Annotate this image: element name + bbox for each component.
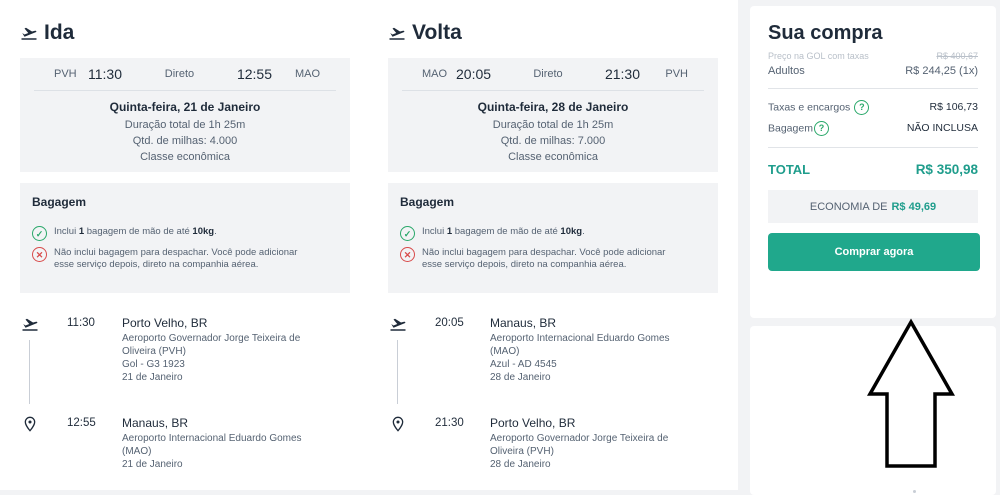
airplane-takeoff-icon <box>20 314 40 334</box>
volta-column <box>388 0 718 470</box>
ida-departure-airport-1: Aeroporto Governador Jorge Teixeira de <box>122 333 301 344</box>
ida-flight-number: Gol - G3 1923 <box>122 359 185 370</box>
volta-departure-airport-2: (MAO) <box>490 346 520 357</box>
volta-arrival-city: Porto Velho, BR <box>490 416 576 430</box>
volta-departure-city: Manaus, BR <box>490 316 557 330</box>
ida-departure-city: Porto Velho, BR <box>122 316 208 330</box>
volta-flight-card <box>388 58 718 172</box>
ida-arr-time: 12:55 <box>236 66 272 82</box>
ida-arrival-airport-2: (MAO) <box>122 446 152 457</box>
volta-arrival <box>388 414 718 471</box>
help-circle-icon[interactable]: ? <box>814 121 829 136</box>
ida-dest-code: MAO <box>294 68 320 80</box>
ida-direct-label: Direto <box>164 68 195 80</box>
volta-times-row <box>402 58 704 91</box>
ida-date-block <box>20 91 350 165</box>
ida-header <box>20 0 350 58</box>
scroll-indicator <box>913 490 916 493</box>
ida-arrival-airport-1: Aeroporto Internacional Eduardo Gomes <box>122 433 302 444</box>
volta-date: Quinta-feira, 28 de Janeiro <box>477 100 629 114</box>
ida-duration: Duração total de 1h 25m <box>124 119 246 131</box>
ida-arrival <box>20 414 350 471</box>
ida-departure-airport-2: Oliveira (PVH) <box>122 346 186 357</box>
baggage-label: Bagagem <box>768 121 813 134</box>
volta-baggage-title: Bagagem <box>400 195 455 209</box>
ida-dep-time: 11:30 <box>88 66 122 82</box>
volta-baggage-card <box>388 183 718 293</box>
ida-hand-baggage <box>32 226 338 241</box>
adults-label: Adultos <box>768 65 805 77</box>
taxes-value: R$ 106,73 <box>929 101 978 113</box>
volta-arrival-airport-1: Aeroporto Governador Jorge Teixeira de <box>490 433 669 444</box>
volta-arr-time: 21:30 <box>604 66 640 82</box>
savings-banner <box>768 190 978 223</box>
volta-origin-code: MAO <box>422 68 448 80</box>
ida-baggage-title: Bagagem <box>32 195 87 209</box>
volta-flight-number: Azul - AD 4545 <box>490 359 557 370</box>
summary-divider <box>768 147 978 148</box>
volta-hand-baggage-text: Inclui 1 bagagem de mão de até 10kg. <box>422 226 585 237</box>
ida-baggage-card <box>20 183 350 293</box>
volta-cabin: Classe econômica <box>508 151 598 163</box>
check-circle-icon: ✓ <box>32 226 47 241</box>
adults-row <box>768 62 978 80</box>
volta-arrival-time: 21:30 <box>435 417 464 429</box>
up-arrow-annotation <box>866 318 956 470</box>
total-value: R$ 350,98 <box>915 161 978 177</box>
airplane-takeoff-icon <box>20 24 38 42</box>
ida-arrival-time: 12:55 <box>67 417 96 429</box>
ida-cabin: Classe econômica <box>140 151 230 163</box>
taxes-label: Taxas e encargos <box>768 100 851 113</box>
volta-direct-label: Direto <box>533 68 563 80</box>
gol-price-label: Preço na GOL com taxas <box>768 51 869 61</box>
ida-departure-time: 11:30 <box>67 317 95 329</box>
x-circle-icon: ✕ <box>32 247 47 262</box>
volta-checked-baggage-text: Não inclui bagagem para despachar. Você pode adicionar esse serviço depois, direto na companhia aérea. <box>422 247 666 270</box>
x-circle-icon: ✕ <box>400 247 415 262</box>
help-circle-icon[interactable]: ? <box>854 100 869 115</box>
ida-arrival-city: Manaus, BR <box>122 416 189 430</box>
volta-dest-code: PVH <box>665 68 688 80</box>
ida-flight-card <box>20 58 350 172</box>
volta-departure <box>388 314 718 384</box>
ida-departure-date: 21 de Janeiro <box>122 372 183 383</box>
volta-title: Volta <box>412 21 462 44</box>
buy-now-button[interactable]: Comprar agora <box>768 233 980 271</box>
gol-price-row <box>768 50 978 62</box>
total-row <box>768 156 978 182</box>
summary-title: Sua compra <box>768 22 883 44</box>
location-pin-icon <box>388 414 408 434</box>
volta-departure-airport-1: Aeroporto Internacional Eduardo Gomes <box>490 333 670 344</box>
purchase-summary-panel <box>750 6 996 318</box>
volta-header <box>388 0 718 58</box>
ida-date: Quinta-feira, 21 de Janeiro <box>109 100 261 114</box>
ida-arrival-date: 21 de Janeiro <box>122 459 183 470</box>
ida-checked-baggage-text: Não inclui bagagem para despachar. Você pode adicionar esse serviço depois, direto na companhia aérea. <box>54 247 298 270</box>
adults-value: R$ 244,25 (1x) <box>905 65 978 77</box>
airplane-takeoff-icon <box>388 24 406 42</box>
baggage-value: NÃO INCLUSA <box>906 122 978 134</box>
location-pin-icon <box>20 414 40 434</box>
ida-miles: Qtd. de milhas: 4.000 <box>132 135 238 147</box>
savings-label: ECONOMIA DE <box>809 200 888 213</box>
ida-origin-code: PVH <box>54 68 77 80</box>
gol-price-value: R$ 400,67 <box>936 51 978 61</box>
volta-arrival-airport-2: Oliveira (PVH) <box>490 446 554 457</box>
ida-times-row <box>34 58 336 91</box>
volta-hand-baggage <box>400 226 706 241</box>
ida-departure <box>20 314 350 384</box>
taxes-row <box>768 97 978 117</box>
summary-divider <box>768 88 978 89</box>
volta-date-block <box>388 91 718 165</box>
volta-miles: Qtd. de milhas: 7.000 <box>500 135 606 147</box>
ida-hand-baggage-text: Inclui 1 bagagem de mão de até 10kg. <box>54 226 217 237</box>
volta-arrival-date: 28 de Janeiro <box>490 459 551 470</box>
volta-checked-baggage <box>400 247 706 271</box>
volta-departure-time: 20:05 <box>435 317 464 329</box>
savings-value: R$ 49,69 <box>891 200 937 213</box>
volta-dep-time: 20:05 <box>456 66 492 82</box>
ida-checked-baggage <box>32 247 338 271</box>
airplane-takeoff-icon <box>388 314 408 334</box>
total-label: TOTAL <box>768 161 811 177</box>
ida-column <box>20 0 350 470</box>
volta-duration: Duração total de 1h 25m <box>492 119 614 131</box>
check-circle-icon: ✓ <box>400 226 415 241</box>
baggage-row <box>768 117 978 139</box>
ida-title: Ida <box>44 21 75 44</box>
volta-departure-date: 28 de Janeiro <box>490 372 551 383</box>
